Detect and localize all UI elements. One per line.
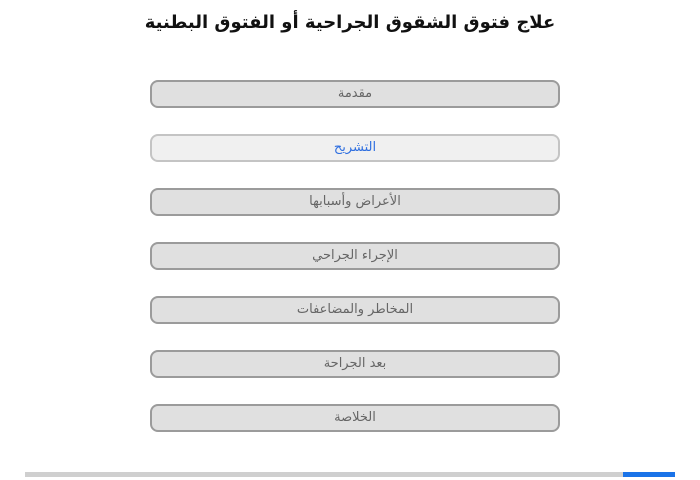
menu-item-risks[interactable]: المخاطر والمضاعفات [150,296,560,324]
progress-bar [25,472,675,477]
page-title: علاج فتوق الشقوق الجراحية أو الفتوق البطنية [144,12,556,33]
menu-item-after-surgery[interactable]: بعد الجراحة [150,350,560,378]
menu-item-procedure[interactable]: الإجراء الجراحي [150,242,560,270]
menu-item-introduction[interactable]: مقدمة [150,80,560,108]
menu-item-symptoms[interactable]: الأعراض وأسبابها [150,188,560,216]
menu-item-anatomy[interactable]: التشريح [150,134,560,162]
chapter-menu [150,80,560,458]
progress-bar-fill [623,472,675,477]
menu-item-summary[interactable]: الخلاصة [150,404,560,432]
